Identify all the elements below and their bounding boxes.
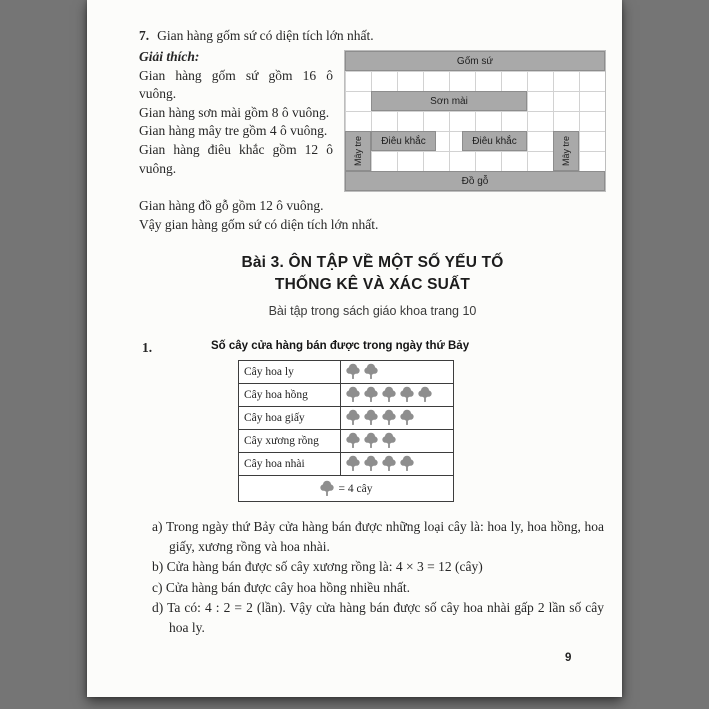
tree-icon	[364, 363, 378, 381]
explain-line: Gian hàng mây tre gồm 4 ô vuông.	[139, 123, 328, 139]
answer-d	[152, 598, 604, 637]
tree-icon	[346, 409, 360, 427]
tree-icon	[382, 455, 396, 473]
row-icons	[341, 430, 453, 452]
row-label: Cây xương rồng	[239, 430, 341, 452]
row-icons	[341, 384, 453, 406]
explain-label: Giải thích:	[139, 49, 200, 64]
answer-text: Cửa hàng bán được số cây xương rồng là: 4 × 3 = 12 (cây)	[166, 559, 483, 574]
region-gom-su	[345, 51, 605, 71]
tree-icon	[364, 409, 378, 427]
explanation-column	[139, 48, 333, 178]
answers	[152, 517, 604, 637]
region-do-go	[345, 171, 605, 191]
region-label: Mây tre	[561, 135, 572, 167]
problem7-body	[139, 48, 606, 192]
pictogram-row	[239, 361, 453, 384]
tree-icon	[400, 455, 414, 473]
explain-line: Gian hàng điêu khắc gồm 12 ô vuông.	[139, 141, 333, 176]
lesson-heading-line2: THỐNG KÊ VÀ XÁC SUẤT	[274, 276, 471, 293]
problem7-statement	[139, 26, 606, 45]
answer-b	[152, 557, 604, 577]
explain-line: Gian hàng gốm sứ gồm 16 ô vuông.	[139, 67, 333, 102]
tree-icon	[400, 409, 414, 427]
tree-icon	[382, 409, 396, 427]
answer-c	[152, 578, 604, 598]
explain-lines	[139, 67, 333, 179]
answer-text: Cửa hàng bán được cây hoa hồng nhiều nhất.	[165, 579, 410, 595]
lesson-subtitle: Bài tập trong sách giáo khoa trang 10	[268, 304, 477, 318]
tree-icon	[364, 432, 378, 450]
answer-a	[152, 517, 604, 556]
problem7-statement-text: Gian hàng gốm sứ có diện tích lớn nhất.	[157, 28, 374, 43]
row-icons	[341, 453, 453, 475]
pictogram-row	[239, 453, 453, 476]
tree-icon	[382, 432, 396, 450]
region-label: Điêu khắc	[472, 135, 517, 147]
pictogram-row	[239, 384, 453, 407]
lesson-heading	[139, 252, 606, 296]
region-label: Điêu khắc	[381, 135, 426, 147]
region-label: Gốm sứ	[456, 55, 494, 67]
region-son-mai	[371, 91, 527, 111]
row-label: Cây hoa nhài	[239, 453, 341, 475]
tree-icon	[346, 386, 360, 404]
floorplan-diagram	[344, 50, 606, 192]
region-label: Mây tre	[353, 135, 364, 167]
tree-icon	[418, 386, 432, 404]
row-label: Cây hoa giấy	[239, 407, 341, 429]
solution-line: Vậy gian hàng gốm sứ có diện tích lớn nhất.	[139, 217, 379, 232]
pictogram-table	[238, 360, 454, 502]
answer-text: Trong ngày thứ Bảy cửa hàng bán được những loại cây là: hoa ly, hoa hồng, hoa giấy, xương rồng và hoa nhài.	[165, 519, 604, 554]
pictogram-title: Số cây cửa hàng bán được trong ngày thứ Bảy	[211, 340, 470, 352]
problem1-number: 1.	[142, 340, 153, 355]
region-label: Đồ gỗ	[461, 175, 489, 187]
region-dieu-khac-left	[371, 131, 436, 151]
region-label: Sơn mài	[430, 95, 468, 107]
extra-lines	[139, 196, 606, 234]
tree-icon	[346, 455, 360, 473]
answer-marker: a)	[152, 519, 166, 534]
answer-marker: b)	[152, 559, 167, 574]
problem1	[139, 340, 606, 637]
row-icons	[341, 361, 453, 383]
legend-row	[239, 476, 453, 501]
tree-icon	[364, 455, 378, 473]
problem7-number: 7.	[139, 28, 150, 43]
book-page	[87, 0, 622, 697]
row-label: Cây hoa ly	[239, 361, 341, 383]
answer-marker: c)	[152, 579, 166, 595]
tree-icon	[364, 386, 378, 404]
row-icons	[341, 407, 453, 429]
tree-icon	[320, 480, 334, 498]
tree-icon	[346, 363, 360, 381]
row-label: Cây hoa hồng	[239, 384, 341, 406]
pictogram-row	[239, 430, 453, 453]
tree-icon	[382, 386, 396, 404]
region-may-tre-left	[345, 131, 371, 171]
tree-icon	[346, 432, 360, 450]
answer-text: Ta có: 4 : 2 = 2 (lần). Vậy cửa hàng bán được số cây hoa nhài gấp 2 lần số cây hoa ly.	[167, 600, 604, 635]
tree-icon	[400, 386, 414, 404]
region-dieu-khac-right	[462, 131, 527, 151]
region-may-tre-right	[553, 131, 579, 171]
answer-marker: d)	[152, 600, 168, 615]
solution-line: Gian hàng đồ gỗ gồm 12 ô vuông.	[139, 198, 324, 213]
explain-line: Gian hàng sơn mài gồm 8 ô vuông.	[139, 104, 330, 120]
pictogram-row	[239, 407, 453, 430]
page-number: 9	[565, 652, 572, 664]
legend-label: = 4 cây	[338, 482, 373, 495]
lesson-heading-line1: Bài 3. ÔN TẬP VỀ MỘT SỐ YẾU TỐ	[241, 254, 504, 271]
